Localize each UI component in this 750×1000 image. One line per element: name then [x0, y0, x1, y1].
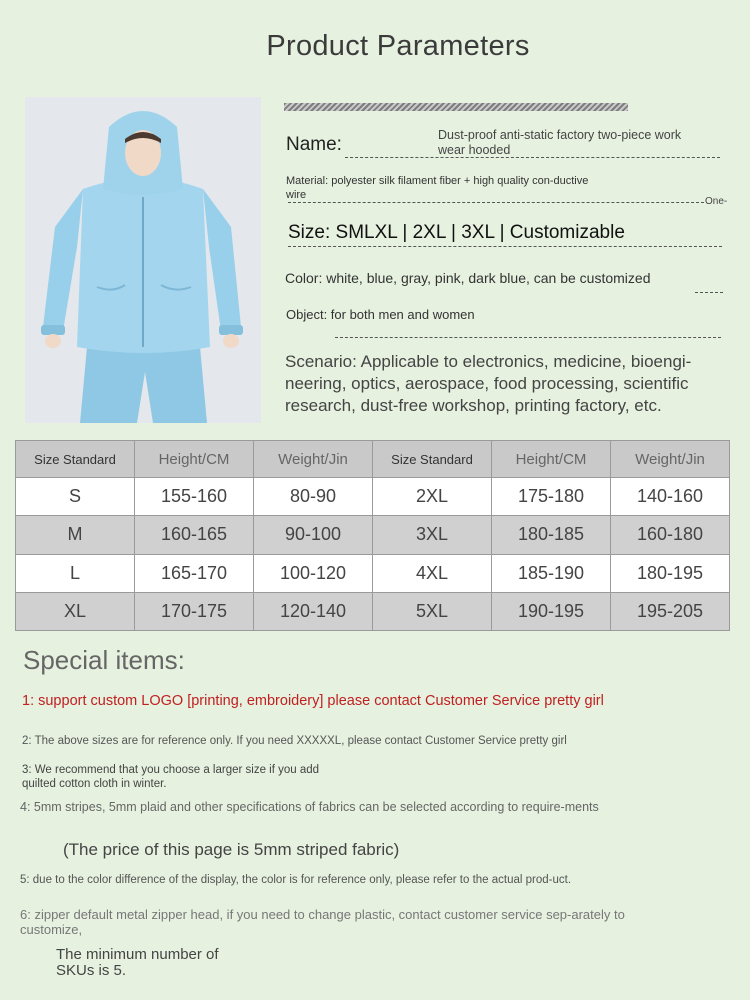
- table-cell: 170-175: [135, 592, 254, 630]
- special-item-2: 2: The above sizes are for reference only. If you need XXXXXL, please contact Customer Service pretty girl: [22, 735, 567, 747]
- table-header: Weight/Jin: [254, 441, 373, 478]
- table-cell: 155-160: [135, 478, 254, 516]
- divider: [345, 157, 720, 158]
- special-item-5: 5: due to the color difference of the display, the color is for reference only, please refer to the actual prod-uct.: [20, 874, 572, 886]
- table-cell: 90-100: [254, 516, 373, 554]
- special-item-6: 6: zipper default metal zipper head, if you need to change plastic, contact customer service sep-arately to customize,: [20, 907, 625, 937]
- name-label: Name:: [286, 134, 342, 155]
- special-items-heading: Special items:: [23, 645, 185, 675]
- table-cell: 80-90: [254, 478, 373, 516]
- table-cell: 120-140: [254, 592, 373, 630]
- table-cell: 195-205: [611, 592, 730, 630]
- size-line: Size: SMLXL | 2XL | 3XL | Customizable: [288, 222, 625, 243]
- table-row: [16, 516, 730, 554]
- divider: [695, 292, 723, 293]
- object-line: Object: for both men and women: [286, 307, 475, 322]
- table-cell: XL: [16, 592, 135, 630]
- scenario-line: Scenario: Applicable to electronics, medicine, bioengi-neering, optics, aerospace, food processing, scientific research, dust-free workshop, printing factory, etc.: [285, 352, 692, 415]
- table-header: Size Standard: [16, 441, 135, 478]
- table-cell: 160-180: [611, 516, 730, 554]
- table-cell: 175-180: [492, 478, 611, 516]
- color-line: Color: white, blue, gray, pink, dark blue, can be customized: [285, 270, 651, 286]
- size-chart-table: [15, 440, 730, 631]
- decorative-hatch-bar: [284, 103, 628, 111]
- table-header: Weight/Jin: [611, 441, 730, 478]
- table-cell: L: [16, 554, 135, 592]
- table-cell: 190-195: [492, 592, 611, 630]
- divider: [288, 202, 704, 203]
- table-cell: 140-160: [611, 478, 730, 516]
- table-header: Height/CM: [135, 441, 254, 478]
- table-header: Height/CM: [492, 441, 611, 478]
- table-cell: 165-170: [135, 554, 254, 592]
- special-item-4: 4: 5mm stripes, 5mm plaid and other specifications of fabrics can be selected according to require-ments: [20, 800, 599, 814]
- table-header-row: [16, 441, 730, 478]
- table-cell: 2XL: [373, 478, 492, 516]
- special-item-1: 1: support custom LOGO [printing, embroidery] please contact Customer Service pretty girl: [22, 693, 604, 709]
- table-cell: M: [16, 516, 135, 554]
- table-cell: 5XL: [373, 592, 492, 630]
- material-line: Material: polyester silk filament fiber + high quality con-ductive wire: [286, 175, 589, 201]
- price-note: (The price of this page is 5mm striped fabric): [63, 840, 400, 859]
- table-cell: 180-195: [611, 554, 730, 592]
- table-cell: 3XL: [373, 516, 492, 554]
- minimum-sku-note: The minimum number of SKUs is 5.: [56, 946, 219, 979]
- divider: [335, 337, 721, 338]
- table-cell: 160-165: [135, 516, 254, 554]
- divider: [288, 246, 722, 247]
- product-photo: [25, 97, 261, 423]
- one-label: One-: [705, 196, 728, 207]
- table-cell: 4XL: [373, 554, 492, 592]
- table-row: [16, 554, 730, 592]
- page-title: Product Parameters: [266, 30, 530, 62]
- name-value: Dust-proof anti-static factory two-piece work wear hooded: [438, 128, 682, 157]
- special-item-3: 3: We recommend that you choose a larger size if you add quilted cotton cloth in winter.: [22, 764, 320, 790]
- table-cell: 185-190: [492, 554, 611, 592]
- table-row: [16, 478, 730, 516]
- table-cell: 180-185: [492, 516, 611, 554]
- table-row: [16, 592, 730, 630]
- table-cell: 100-120: [254, 554, 373, 592]
- model-illustration: [25, 97, 261, 423]
- table-header: Size Standard: [373, 441, 492, 478]
- table-cell: S: [16, 478, 135, 516]
